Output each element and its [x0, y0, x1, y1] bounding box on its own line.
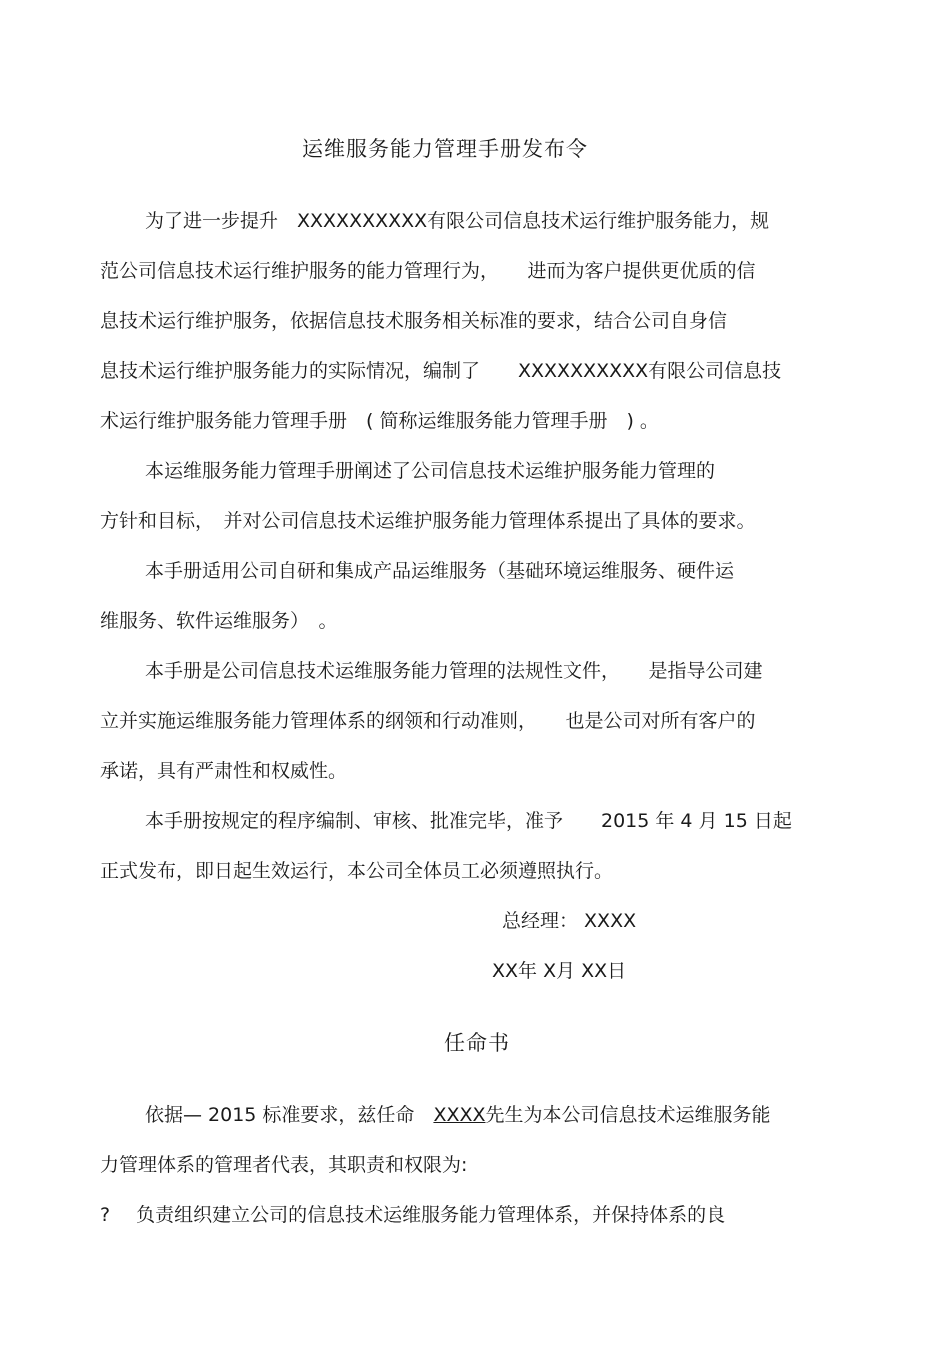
paragraph-line: 方针和目标， 并对公司信息技术运维护服务能力管理体系提出了具体的要求。	[100, 510, 756, 532]
paragraph-line: 正式发布，即日起生效运行，本公司全体员工必须遵照执行。	[100, 860, 614, 882]
paragraph-line: 本手册是公司信息技术运维服务能力管理的法规性文件， 是指导公司建	[145, 660, 763, 682]
paragraph-line: 术运行维护服务能力管理手册 ( 简称运维服务能力管理手册 ) 。	[100, 410, 659, 432]
paragraph-line: 本手册按规定的程序编制、审核、批准完毕，准予 2015 年 4 月 15 日起	[145, 810, 792, 832]
appointment-prefix: 依据— 2015 标准要求，兹任命	[145, 1104, 434, 1126]
announcement-title: 运维服务能力管理手册发布令	[302, 137, 588, 161]
issue-date: XX年 X月 XX日	[492, 960, 627, 982]
paragraph-line: 本手册适用公司自研和集成产品运维服务（基础环境运维服务、硬件运	[145, 560, 735, 582]
signatory: 总经理： XXXX	[502, 910, 637, 932]
paragraph-line: 为了进一步提升 XXXXXXXXXX有限公司信息技术运行维护服务能力，规	[145, 210, 770, 232]
appointment-title: 任命书	[444, 1031, 510, 1055]
appointment-line	[145, 1102, 771, 1128]
paragraph-line: 立并实施运维服务能力管理体系的纲领和行动准则， 也是公司对所有客户的	[100, 710, 756, 732]
bullet-text: 负责组织建立公司的信息技术运维服务能力管理体系，并保持体系的良	[136, 1204, 726, 1226]
appointment-line: 力管理体系的管理者代表，其职责和权限为:	[100, 1154, 468, 1176]
bullet-marker: ?	[100, 1204, 111, 1226]
appointee-name: XXXX	[433, 1104, 486, 1126]
paragraph-line: 息技术运行维护服务，依据信息技术服务相关标准的要求，结合公司自身信	[100, 310, 728, 332]
bullet-item	[100, 1202, 725, 1228]
paragraph-line: 承诺，具有严肃性和权威性。	[100, 760, 348, 782]
paragraph-line: 范公司信息技术运行维护服务的能力管理行为， 进而为客户提供更优质的信	[100, 260, 756, 282]
appointment-suffix: 先生为本公司信息技术运维服务能	[485, 1104, 771, 1126]
paragraph-line: 维服务、软件运维服务） 。	[100, 610, 338, 632]
paragraph-line: 息技术运行维护服务能力的实际情况，编制了 XXXXXXXXXX有限公司信息技	[100, 360, 782, 382]
paragraph-line: 本运维服务能力管理手册阐述了公司信息技术运维护服务能力管理的	[145, 460, 716, 482]
